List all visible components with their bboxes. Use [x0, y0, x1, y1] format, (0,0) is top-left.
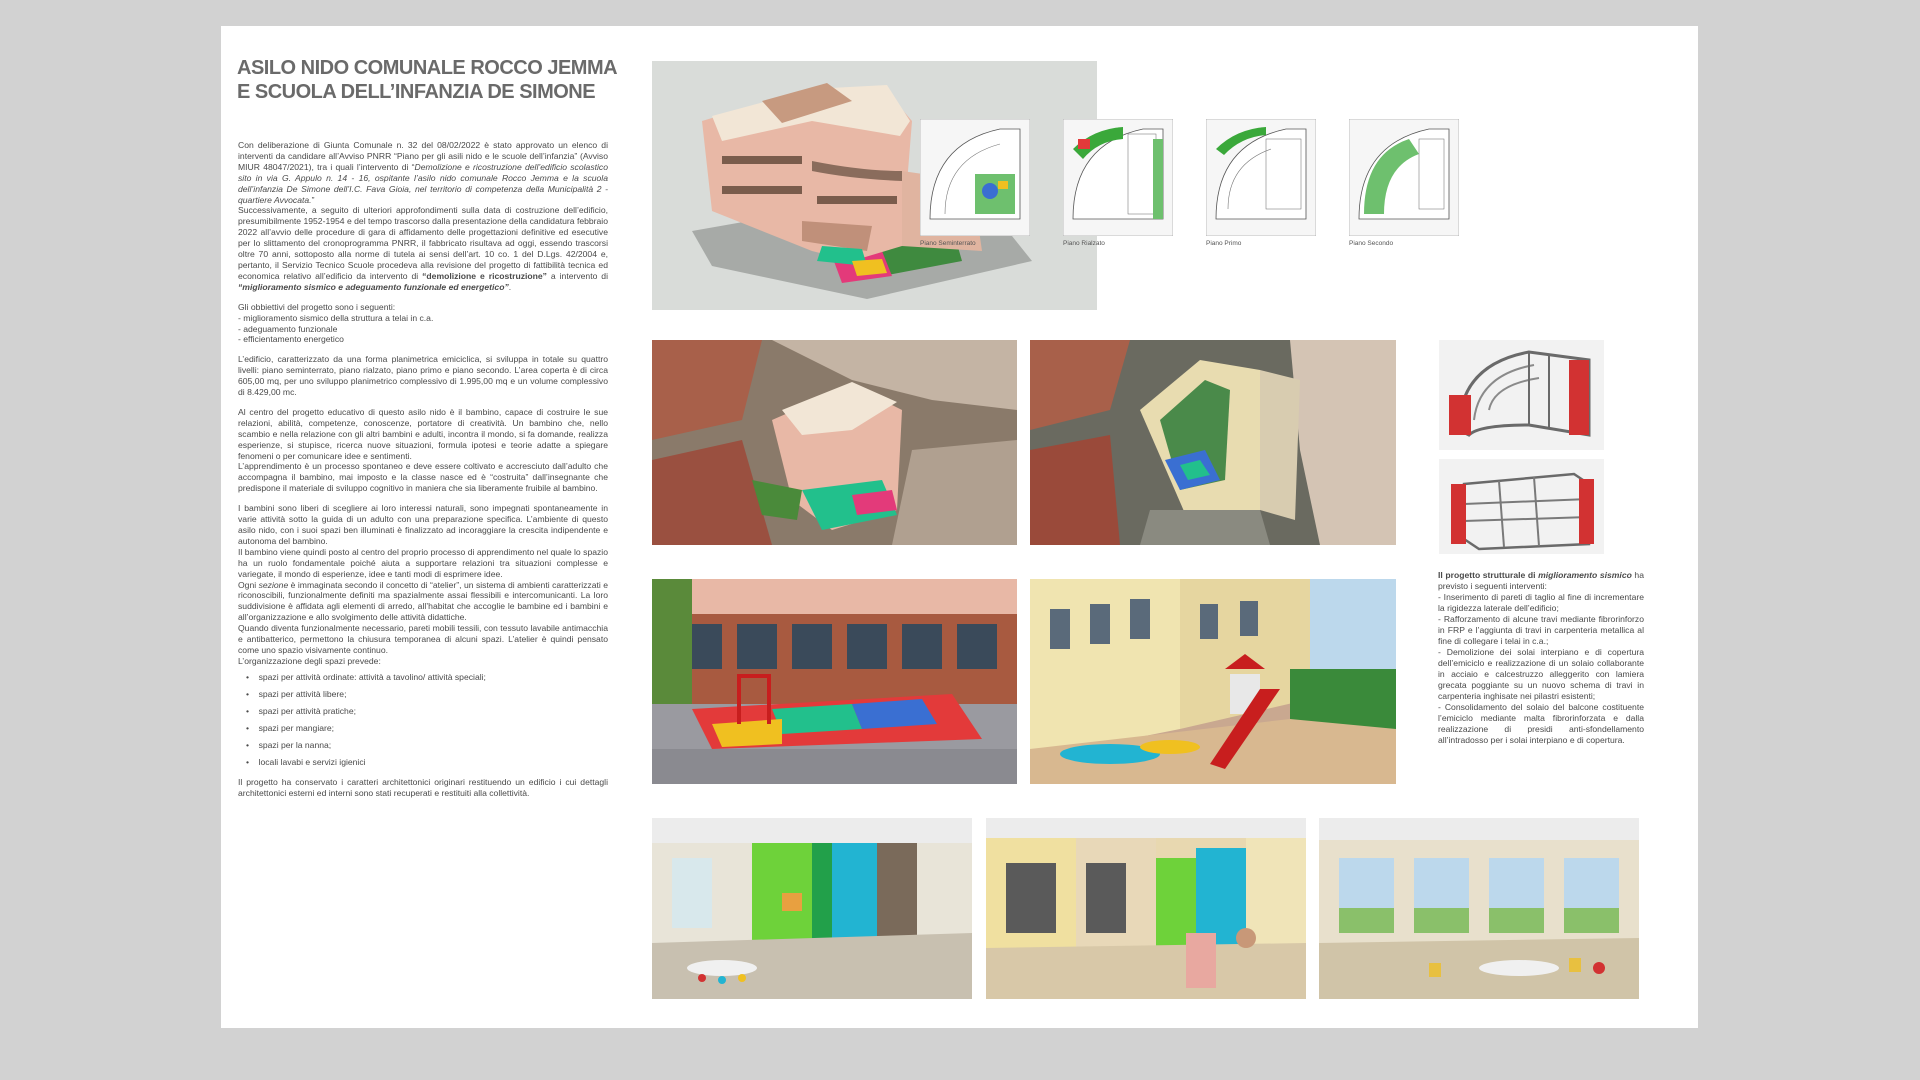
structural-description	[1438, 570, 1644, 746]
objective-item: - adeguamento funzionale	[238, 323, 338, 334]
structural-model-image-1	[1439, 340, 1604, 450]
intro-paragraph-1	[238, 140, 608, 293]
objectives-list	[238, 313, 608, 346]
intro-italic-text: Demolizione e ricostruzione dell’edificio scolastico sito in via G. Appulo n. 14 - 16, ospitante l’asilo nido comunale Rocco Jemma e la scuola dell’infanzia De Simone dell’I.C. Fava Gioia, nel territorio di competenza della Municipalità 2 - quartiere Avvocata.	[238, 161, 608, 205]
spaces-item-text: spazi per la nanna;	[258, 740, 332, 751]
plan-drawing	[1063, 119, 1173, 236]
spaces-text: Ogni	[238, 579, 259, 590]
spaces-italic: sezione	[258, 579, 289, 590]
structural-item: - Consolidamento del solaio del balcone costituente l’emiciclo mediante malta fibrorinforzata e dalla realizzazione di presidi anti-sfondellamento all’intradosso per i solai interpiano e di copertura.	[1438, 702, 1644, 745]
intro-text-3: a intervento di	[546, 270, 608, 281]
structural-intro-emphasis: miglioramento sismico	[1538, 570, 1632, 580]
title-line-2: E SCUOLA DELL’INFANZIA DE SIMONE	[237, 81, 596, 103]
spaces-paragraph-3	[238, 580, 608, 624]
spaces-paragraph-1: I bambini sono liberi di scegliere ai loro interessi naturali, sono impegnati spontaneamente in varie attività sotto la guida di un adulto con una preparazione specifica. L’ambiente di questo asilo nido, con i suoi spazi ben illuminati è finalizzato ad incoraggiare la crescita indipendente e autonoma del bambino.	[238, 503, 608, 546]
structural-intro-text: Il progetto strutturale di	[1438, 570, 1539, 580]
objective-item: - miglioramento sismico della struttura a telai in c.a.	[238, 312, 434, 323]
spaces-list-item: • spazi per mangiare;	[246, 723, 335, 734]
spaces-item-text: spazi per attività ordinate: attività a tavolino/ attività speciali;	[258, 671, 486, 682]
spaces-list	[238, 672, 608, 768]
floor-plan-rialzato	[1063, 119, 1173, 247]
objective-item: - efficientamento energetico	[238, 334, 344, 345]
spaces-list-item: • spazi per attività pratiche;	[246, 705, 357, 716]
intro-text: Con deliberazione di Giunta Comunale n. 32 del 08/02/2022 è stato approvato un elenco di interventi da candidare all’Avviso PNRR “Piano per gli asili nido e le scuole dell’infanzia” (Avviso MIUR 48047/2021), tra i quali l’intervento di “	[238, 140, 608, 172]
plan-label: Piano Secondo	[1349, 240, 1394, 247]
spaces-item-text: spazi per attività pratiche;	[258, 705, 357, 716]
structural-intro	[1438, 570, 1644, 592]
structural-intro-text-2: ha previsto i seguenti interventi:	[1438, 570, 1644, 591]
plan-label: Piano Rialzato	[1063, 240, 1105, 247]
spaces-item-text: spazi per mangiare;	[258, 723, 335, 734]
structural-item: - Demolizione dei solai interpiano e di copertura dell’emiciclo e realizzazione di un solaio collaborante in acciaio e calcestruzzo alleggerito con lamiera grecata poggiante su un nuovo schema di travi in carpenteria inghisate nei pilastri esistenti;	[1438, 647, 1644, 701]
interior-render-image-2	[986, 818, 1306, 999]
intro-bold-1: “demolizione e ricostruzione”	[422, 270, 547, 281]
spaces-list-item: • spazi per la nanna;	[246, 740, 332, 751]
floor-plan-seminterrato	[920, 119, 1030, 247]
intro-text-4: .	[508, 281, 512, 292]
plan-drawing	[1206, 119, 1316, 236]
building-render-image	[652, 61, 1097, 310]
spaces-list-item: • locali lavabi e servizi igienici	[246, 757, 366, 768]
plan-label: Piano Primo	[1206, 240, 1242, 247]
title-line-1: ASILO NIDO COMUNALE ROCCO JEMMA	[237, 57, 618, 79]
spaces-paragraph-4: Quando diventa funzionalmente necessario, pareti mobili tessili, con tessuto lavabile antimacchia e antibatterico, permettono la chiusura temporanea di alcuni spazi. L’atelier è quindi pensato come uno spazio visivamente continuo.	[238, 623, 608, 655]
spaces-list-item: • spazi per attività ordinate: attività a tavolino/ attività speciali;	[246, 671, 486, 682]
page-title	[237, 56, 637, 104]
education-paragraph-2: L’apprendimento è un processo spontaneo e deve essere coltivato e accresciuto dall’adulto che accompagna il bambino, mai imposto e la classe nasce ed è “costruita” dall’insegnante che predispone il materiale di sviluppo cognitivo in maniera che sia liberamente fruibile al bambino.	[238, 461, 608, 494]
presentation-board	[221, 26, 1698, 1028]
spaces-list-item: • spazi per attività libere;	[246, 688, 347, 699]
description-column	[238, 140, 608, 808]
intro-text-2: Successivamente, a seguito di ulteriori approfondimenti sulla data di costruzione dell’edificio, presumibilmente 1952-1954 e del tempo trascorso dalla presentazione della candidatura febbraio 2022 all’avvio delle procedure di gara di affidamento delle progettazioni definitive ed esecutive per lo slittamento del cronoprogramma PNRR, il fabbricato risultava ad oggi, essendo trascorsi oltre 70 anni, sottoposto alla norme di tutela ai sensi dell’art. 10 co. 1 del D.Lgs. 42/2004 e, pertanto, il Servizio Tecnico Scuole procedeva alla revisione del progetto di fattibilità tecnica ed economica relativo all’edificio da intervento di	[238, 205, 608, 281]
spaces-item-text: locali lavabi e servizi igienici	[258, 757, 366, 768]
spaces-list-heading: L’organizzazione degli spazi prevede:	[238, 655, 381, 666]
plan-drawing	[1349, 119, 1459, 236]
aerial-view-image-2	[1030, 340, 1396, 545]
interior-render-image-3	[1319, 818, 1639, 999]
structural-item: - Rafforzamento di alcune travi mediante fibrorinforzo in FRP e l’aggiunta di travi in carpenteria metallica al fine di collegare i telai in c.a.;	[1438, 614, 1644, 646]
floor-plan-primo	[1206, 119, 1316, 247]
floor-plan-secondo	[1349, 119, 1459, 247]
playground-render-image-1	[652, 579, 1017, 784]
aerial-view-image-1	[652, 340, 1017, 545]
structural-item: - Inserimento di pareti di taglio al fine di incrementare la rigidezza laterale dell’edificio;	[1438, 592, 1644, 613]
education-paragraph-1	[238, 407, 608, 462]
spaces-item-text: spazi per attività libere;	[258, 688, 347, 699]
plan-label: Piano Seminterrato	[920, 240, 976, 247]
education-text-1: Al centro del progetto educativo di questo asilo nido è il bambino, capace di costruire le sue relazioni, abilità, competenze, conoscenze, portatore di creatività. Un bambino che, nello scambio e nella relazione con gli altri bambini e adulti, incontra il mondo, si fa domande, realizza esperienze, si stupisce, ricerca nuove situazioni, formula ipotesi e teorie adatte a spiegare fenomeni o per comunicare idee e sentimenti.	[238, 406, 608, 461]
closing-paragraph: Il progetto ha conservato i caratteri architettonici originari restituendo un edificio i cui dettagli architettonici esterni ed interni sono stati recuperati e restituiti alla collettività.	[238, 777, 608, 799]
building-paragraph: L’edificio, caratterizzato da una forma planimetrica emiciclica, si sviluppa in totale su quattro livelli: piano seminterrato, piano rialzato, piano primo e piano secondo. L’area coperta è di circa 605,00 mq, per uno sviluppo planimetrico complessivo di 1.995,00 mq e un volume complessivo di 8.429,00 mc.	[238, 354, 608, 398]
intro-bold-2: “miglioramento sismico e adeguamento funzionale ed energetico”	[238, 281, 509, 292]
intro-text-end: ”	[311, 194, 315, 205]
plan-drawing	[920, 119, 1030, 236]
structural-model-image-2	[1439, 459, 1604, 554]
spaces-paragraph-2: Il bambino viene quindi posto al centro del proprio processo di apprendimento nel quale lo spazio ha un ruolo fondamentale poiché aiuta a supportare relazioni tra situazioni complesse e variegate, il mondo di esperienze, idee e tanti modi di esprimere idee.	[238, 546, 608, 579]
interior-render-image-1	[652, 818, 972, 999]
objectives-heading: Gli obbiettivi del progetto sono i seguenti:	[238, 301, 396, 312]
playground-render-image-2	[1030, 579, 1396, 784]
spaces-text-2: è immaginata secondo il concetto di “atelier”, un sistema di ambienti caratterizzati e riconoscibili, funzionalmente definiti ma spazialmente assai flessibili e intercomunicanti. La loro suddivisione è affidata agli elementi di arredo, all’habitat che accoglie le bambine ed i bambini e all’organizzazione e allo svolgimento delle attività didattiche.	[238, 579, 609, 623]
